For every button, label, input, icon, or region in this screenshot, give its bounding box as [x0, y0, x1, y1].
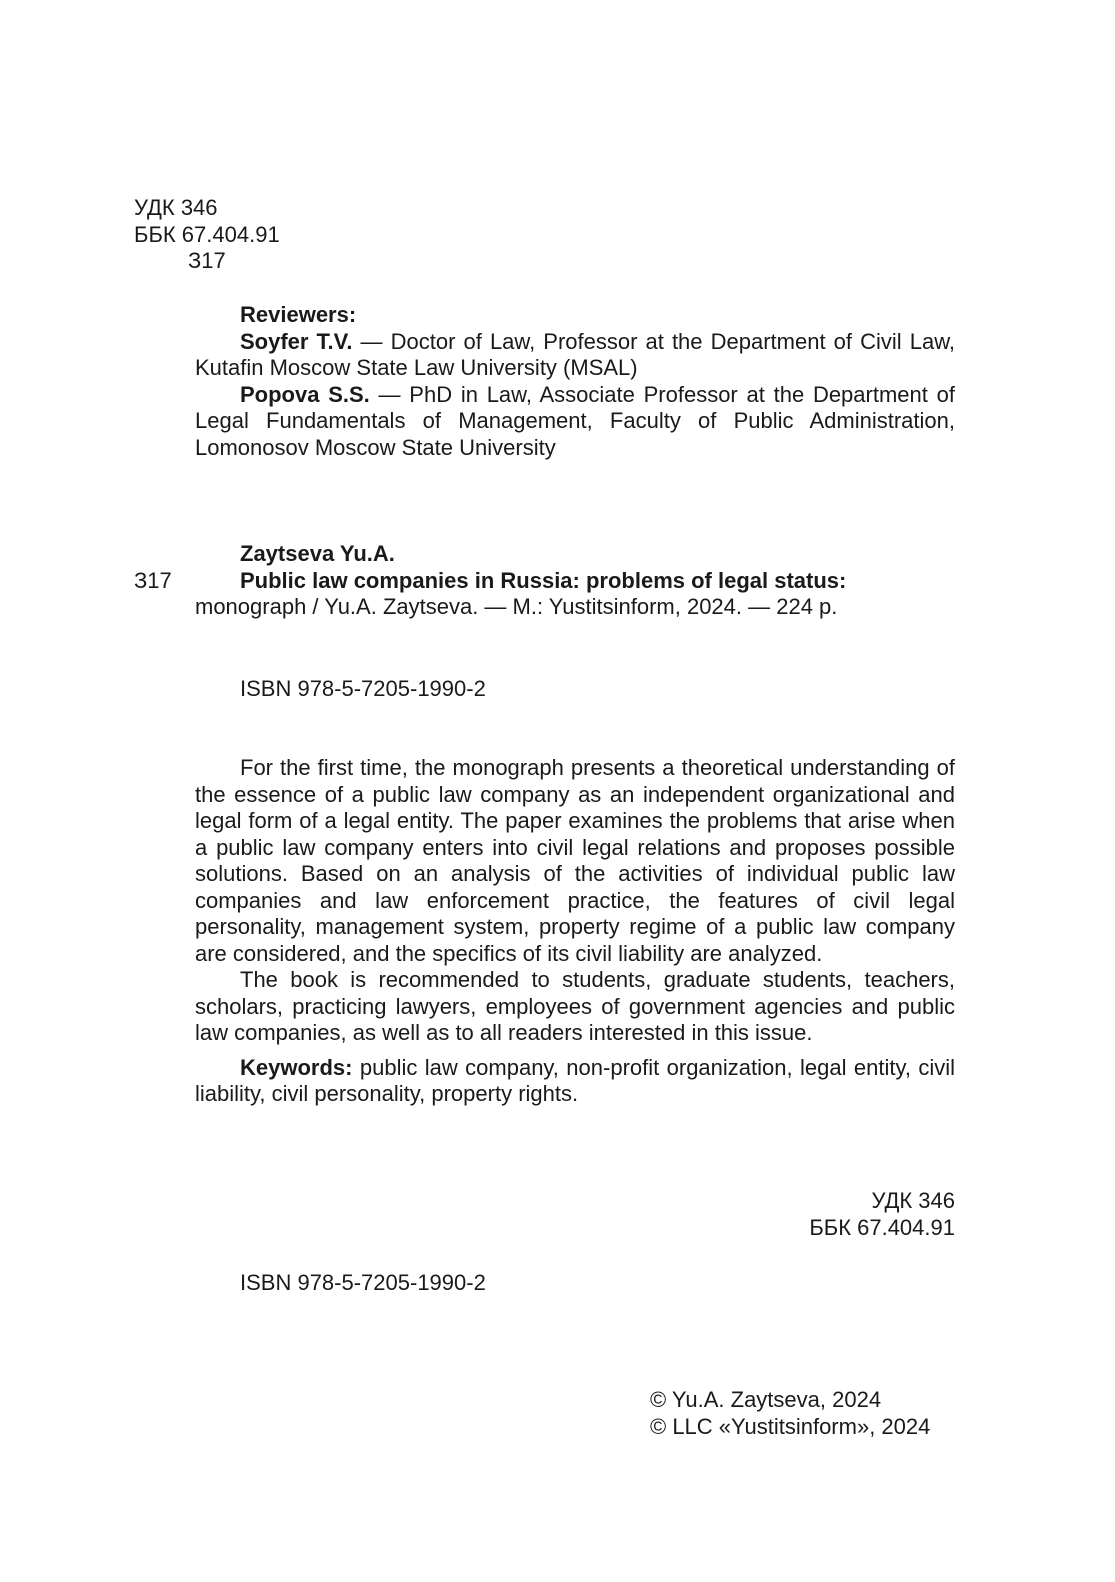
author-mark: З17 [188, 248, 226, 273]
reviewer-description: — PhD in Law, Associate Professor at the Department of Legal Fundamentals of Management, Faculty of Public Administration, Lomonosov Moscow State University [195, 381, 955, 460]
book-details: monograph / Yu.A. Zaytseva. — M.: Yustitsinform, 2024. — 224 p. [195, 594, 838, 619]
bbk-code: ББК 67.404.91 [134, 221, 280, 247]
reviewer-entry [195, 382, 955, 462]
header-codes [134, 195, 280, 275]
abstract-paragraph: The book is recommended to students, graduate students, teachers, scholars, practicing lawyers, employees of government agencies and public law companies, as well as to all readers interested in this issue. [195, 967, 955, 1045]
udk-code: УДК 346 [134, 195, 218, 220]
udk-code: УДК 346 [871, 1188, 955, 1213]
isbn-top: ISBN 978-5-7205-1990-2 [240, 676, 486, 701]
abstract-paragraph: For the first time, the monograph presents a theoretical understanding of the essence of a public law company as an independent organizational and legal form of a legal entity. The paper examines the problems that arise when a public law company enters into civil legal relations and proposes possible solutions. Based on an analysis of the activities of individual public law companies and law enforcement practice, the features of civil legal personality, management system, property regime of a public law company are considered, and the specifics of its civil liability are analyzed. [195, 755, 955, 966]
keywords-text: public law company, non-profit organization, legal entity, civil liability, civil personality, property rights. [195, 1054, 955, 1106]
isbn-bottom: ISBN 978-5-7205-1990-2 [240, 1270, 486, 1295]
catalog-mark: З17 [134, 568, 172, 593]
keywords-label: Keywords: [240, 1054, 353, 1080]
keywords-paragraph [195, 1055, 955, 1108]
book-title: Public law companies in Russia: problems of legal status: [240, 567, 847, 593]
bbk-code: ББК 67.404.91 [809, 1214, 955, 1240]
reviewers-block [195, 302, 955, 461]
copyright-line: © LLC «Yustitsinform», 2024 [650, 1413, 931, 1439]
reviewer-entry [195, 329, 955, 382]
abstract-block [195, 755, 955, 1108]
catalog-record [195, 541, 955, 621]
bottom-codes [809, 1188, 955, 1241]
copyright-line: © Yu.A. Zaytseva, 2024 [650, 1387, 882, 1412]
copyright-block [650, 1387, 930, 1440]
reviewer-name: Popova S.S. [240, 381, 370, 407]
catalog-author: Zaytseva Yu.A. [240, 541, 395, 566]
reviewers-heading: Reviewers: [240, 302, 357, 327]
reviewer-description: — Doctor of Law, Professor at the Department of Civil Law, Kutafin Moscow State Law University (MSAL) [195, 328, 955, 380]
reviewer-name: Soyfer T.V. [240, 328, 353, 354]
